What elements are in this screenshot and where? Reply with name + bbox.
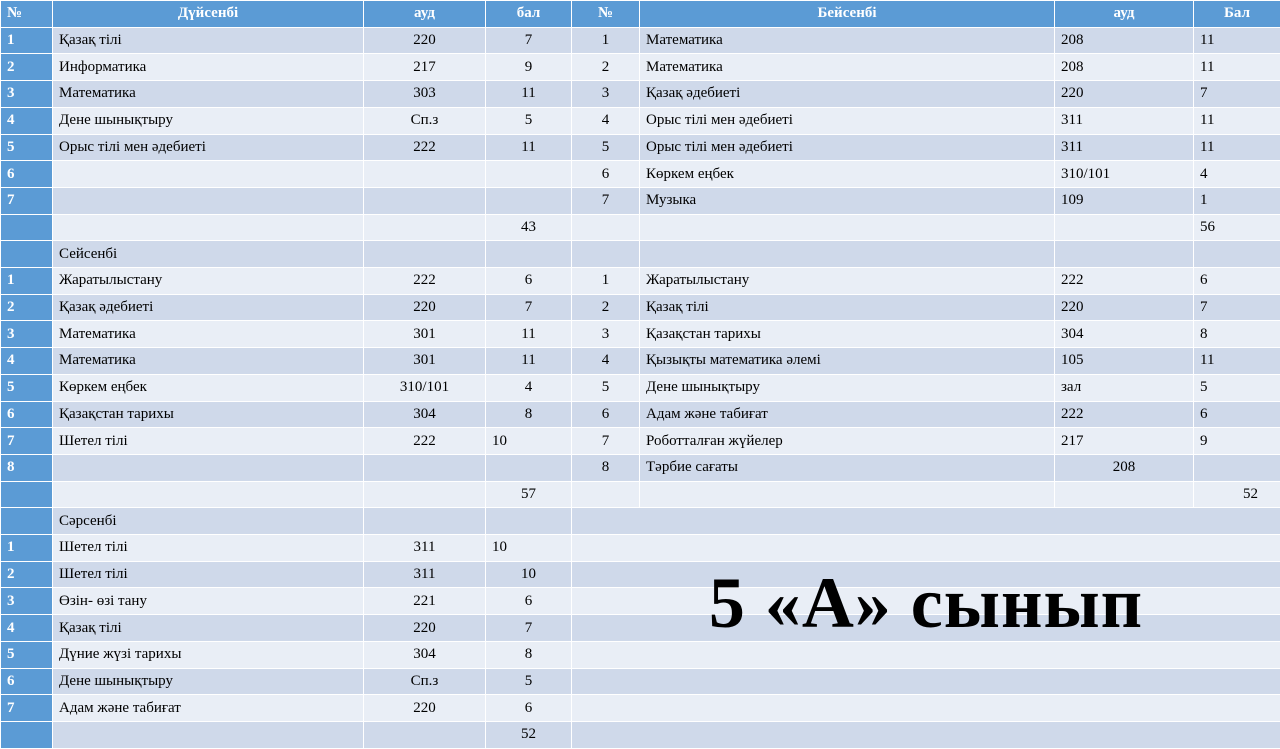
lesson-row — [1, 401, 1280, 428]
header-number-right: № — [572, 1, 640, 28]
lesson-room: 222 — [364, 268, 486, 295]
lesson-room: 310/101 — [364, 374, 486, 401]
room-blank — [364, 481, 486, 508]
lesson-number: 2 — [1, 54, 53, 81]
lesson-subject — [53, 187, 364, 214]
lesson-row — [1, 294, 1280, 321]
lesson-number: 8 — [1, 454, 53, 481]
points-blank — [486, 508, 572, 535]
lesson-subject: Математика — [640, 54, 1055, 81]
lesson-number: 3 — [572, 81, 640, 108]
lesson-subject: Дене шынықтыру — [53, 668, 364, 695]
lesson-subject: Орыс тілі мен әдебиеті — [53, 134, 364, 161]
lesson-number: 1 — [1, 27, 53, 54]
subject-blank — [53, 721, 364, 748]
lesson-room: 222 — [364, 428, 486, 455]
lesson-subject: Информатика — [53, 54, 364, 81]
section-row — [1, 241, 1280, 268]
empty-area — [572, 668, 1280, 695]
lesson-subject: Жаратылыстану — [640, 268, 1055, 295]
lesson-points: 11 — [1194, 134, 1280, 161]
lesson-subject: Шетел тілі — [53, 561, 364, 588]
subject-blank — [640, 481, 1055, 508]
lesson-room — [364, 187, 486, 214]
lesson-subject: Математика — [53, 321, 364, 348]
lesson-subject: Орыс тілі мен әдебиеті — [640, 134, 1055, 161]
lesson-points: 11 — [1194, 27, 1280, 54]
room-blank — [364, 508, 486, 535]
lesson-number: 4 — [572, 348, 640, 375]
lesson-room: 208 — [1055, 54, 1194, 81]
total-points: 43 — [486, 214, 572, 241]
lesson-room: 301 — [364, 321, 486, 348]
number-blank — [1, 481, 53, 508]
lesson-row — [1, 348, 1280, 375]
lesson-points: 4 — [486, 374, 572, 401]
number-blank — [572, 241, 640, 268]
lesson-room: Сп.з — [364, 668, 486, 695]
lesson-number: 2 — [572, 294, 640, 321]
lesson-number: 7 — [572, 187, 640, 214]
lesson-room: 220 — [364, 294, 486, 321]
subject-blank — [53, 481, 364, 508]
number-blank — [1, 241, 53, 268]
header-monday: Дүйсенбі — [53, 1, 364, 28]
lesson-row — [1, 668, 1280, 695]
lesson-room: 208 — [1055, 27, 1194, 54]
header-room-right: ауд — [1055, 1, 1194, 28]
lesson-points: 8 — [486, 401, 572, 428]
lesson-points: 6 — [1194, 401, 1280, 428]
lesson-room: 310/101 — [1055, 161, 1194, 188]
class-title: 5 «А» сынып — [572, 548, 1280, 658]
total-row — [1, 481, 1280, 508]
lesson-subject: Қазақ әдебиеті — [53, 294, 364, 321]
lesson-row — [1, 428, 1280, 455]
lesson-room: 220 — [364, 27, 486, 54]
points-blank — [486, 241, 572, 268]
total-points: 57 — [486, 481, 572, 508]
lesson-subject: Жаратылыстану — [53, 268, 364, 295]
lesson-number: 2 — [1, 294, 53, 321]
room-blank — [1055, 214, 1194, 241]
lesson-room: 222 — [364, 134, 486, 161]
lesson-points: 11 — [1194, 54, 1280, 81]
header-row — [1, 1, 1280, 28]
lesson-number: 4 — [1, 615, 53, 642]
lesson-subject: Тәрбие сағаты — [640, 454, 1055, 481]
empty-area — [572, 721, 1280, 748]
lesson-room: 304 — [364, 641, 486, 668]
lesson-room: 220 — [364, 695, 486, 722]
header-thursday: Бейсенбі — [640, 1, 1055, 28]
lesson-room: 220 — [1055, 294, 1194, 321]
total-points: 52 — [486, 721, 572, 748]
lesson-row — [1, 374, 1280, 401]
lesson-subject: Қызықты математика әлемі — [640, 348, 1055, 375]
number-blank — [572, 214, 640, 241]
lesson-points — [486, 454, 572, 481]
lesson-room: 222 — [1055, 268, 1194, 295]
lesson-row — [1, 54, 1280, 81]
header-points-right: Бал — [1194, 1, 1280, 28]
lesson-number: 7 — [1, 187, 53, 214]
lesson-number: 6 — [572, 401, 640, 428]
lesson-points — [486, 161, 572, 188]
lesson-subject: Өзін- өзі тану — [53, 588, 364, 615]
lesson-number: 2 — [1, 561, 53, 588]
lesson-room: 301 — [364, 348, 486, 375]
lesson-points: 10 — [486, 535, 572, 562]
subject-blank — [640, 241, 1055, 268]
lesson-number: 5 — [1, 641, 53, 668]
lesson-number: 1 — [572, 27, 640, 54]
number-blank — [1, 214, 53, 241]
lesson-room: 217 — [1055, 428, 1194, 455]
lesson-row — [1, 107, 1280, 134]
lesson-points: 8 — [486, 641, 572, 668]
lesson-points: 8 — [1194, 321, 1280, 348]
lesson-points: 11 — [486, 348, 572, 375]
empty-area — [572, 695, 1280, 722]
lesson-number: 4 — [1, 107, 53, 134]
lesson-subject: Қазақ тілі — [640, 294, 1055, 321]
subject-blank — [640, 214, 1055, 241]
lesson-room: 221 — [364, 588, 486, 615]
lesson-room: 311 — [364, 535, 486, 562]
lesson-points: 9 — [486, 54, 572, 81]
lesson-subject: Математика — [53, 81, 364, 108]
room-blank — [364, 214, 486, 241]
lesson-points: 11 — [486, 321, 572, 348]
lesson-subject: Қазақстан тарихы — [53, 401, 364, 428]
lesson-subject: Математика — [53, 348, 364, 375]
lesson-number: 3 — [572, 321, 640, 348]
lesson-room: 311 — [1055, 107, 1194, 134]
lesson-subject: Адам және табиғат — [640, 401, 1055, 428]
lesson-row — [1, 27, 1280, 54]
lesson-row — [1, 161, 1280, 188]
lesson-points: 6 — [1194, 268, 1280, 295]
lesson-points: 11 — [1194, 348, 1280, 375]
lesson-subject: Шетел тілі — [53, 428, 364, 455]
lesson-points: 7 — [486, 615, 572, 642]
lesson-subject: Қазақ тілі — [53, 27, 364, 54]
lesson-subject: Роботталған жүйелер — [640, 428, 1055, 455]
lesson-room: 304 — [364, 401, 486, 428]
lesson-subject: Математика — [640, 27, 1055, 54]
lesson-room: 109 — [1055, 187, 1194, 214]
lesson-number: 5 — [1, 134, 53, 161]
number-blank — [1, 508, 53, 535]
lesson-number: 5 — [572, 134, 640, 161]
lesson-number: 2 — [572, 54, 640, 81]
lesson-subject: Музыка — [640, 187, 1055, 214]
lesson-row — [1, 454, 1280, 481]
lesson-room: 217 — [364, 54, 486, 81]
lesson-row — [1, 695, 1280, 722]
lesson-number: 3 — [1, 81, 53, 108]
lesson-points: 11 — [1194, 107, 1280, 134]
lesson-number: 5 — [1, 374, 53, 401]
day-title: Сәрсенбі — [53, 508, 364, 535]
lesson-points: 7 — [1194, 81, 1280, 108]
lesson-subject: Дүние жүзі тарихы — [53, 641, 364, 668]
lesson-room: 304 — [1055, 321, 1194, 348]
room-blank — [1055, 481, 1194, 508]
lesson-room: 222 — [1055, 401, 1194, 428]
lesson-number: 4 — [572, 107, 640, 134]
total-points: 56 — [1194, 214, 1280, 241]
header-room-left: ауд — [364, 1, 486, 28]
lesson-number: 1 — [572, 268, 640, 295]
room-blank — [364, 241, 486, 268]
lesson-points: 10 — [486, 428, 572, 455]
lesson-points: 4 — [1194, 161, 1280, 188]
lesson-subject — [53, 161, 364, 188]
lesson-number: 8 — [572, 454, 640, 481]
lesson-points: 1 — [1194, 187, 1280, 214]
lesson-points: 11 — [486, 134, 572, 161]
lesson-room: 311 — [1055, 134, 1194, 161]
lesson-points: 6 — [486, 695, 572, 722]
lesson-points: 7 — [486, 294, 572, 321]
lesson-subject: Шетел тілі — [53, 535, 364, 562]
day-title: Сейсенбі — [53, 241, 364, 268]
lesson-points: 11 — [486, 81, 572, 108]
empty-area — [572, 508, 1280, 535]
lesson-number: 6 — [572, 161, 640, 188]
points-blank — [1194, 241, 1280, 268]
lesson-subject: Адам және табиғат — [53, 695, 364, 722]
lesson-row — [1, 321, 1280, 348]
room-blank — [364, 721, 486, 748]
lesson-subject: Дене шынықтыру — [53, 107, 364, 134]
lesson-number: 6 — [1, 401, 53, 428]
lesson-number: 6 — [1, 668, 53, 695]
lesson-points: 6 — [486, 588, 572, 615]
section-row — [1, 508, 1280, 535]
room-blank — [1055, 241, 1194, 268]
lesson-number: 4 — [1, 348, 53, 375]
lesson-room: 208 — [1055, 454, 1194, 481]
lesson-subject: Дене шынықтыру — [640, 374, 1055, 401]
lesson-row — [1, 268, 1280, 295]
lesson-room — [364, 454, 486, 481]
lesson-subject: Қазақ тілі — [53, 615, 364, 642]
lesson-number: 1 — [1, 535, 53, 562]
lesson-row — [1, 81, 1280, 108]
number-blank — [572, 481, 640, 508]
lesson-number: 3 — [1, 321, 53, 348]
lesson-row — [1, 187, 1280, 214]
header-points-left: бал — [486, 1, 572, 28]
lesson-points: 7 — [1194, 294, 1280, 321]
lesson-points: 10 — [486, 561, 572, 588]
lesson-points: 9 — [1194, 428, 1280, 455]
total-row — [1, 214, 1280, 241]
lesson-room: 220 — [364, 615, 486, 642]
total-row — [1, 721, 1280, 748]
lesson-subject — [53, 454, 364, 481]
header-number-left: № — [1, 1, 53, 28]
lesson-room: Сп.з — [364, 107, 486, 134]
lesson-number: 5 — [572, 374, 640, 401]
lesson-points: 5 — [486, 668, 572, 695]
lesson-points: 7 — [486, 27, 572, 54]
lesson-points — [1194, 454, 1280, 481]
lesson-number: 6 — [1, 161, 53, 188]
subject-blank — [53, 214, 364, 241]
lesson-room: зал — [1055, 374, 1194, 401]
lesson-room: 220 — [1055, 81, 1194, 108]
total-points: 52 — [1194, 481, 1280, 508]
lesson-points: 6 — [486, 268, 572, 295]
lesson-room: 105 — [1055, 348, 1194, 375]
lesson-subject: Қазақстан тарихы — [640, 321, 1055, 348]
lesson-room: 303 — [364, 81, 486, 108]
lesson-number: 3 — [1, 588, 53, 615]
lesson-row — [1, 134, 1280, 161]
lesson-subject: Көркем еңбек — [53, 374, 364, 401]
lesson-points: 5 — [1194, 374, 1280, 401]
lesson-room: 311 — [364, 561, 486, 588]
lesson-points — [486, 187, 572, 214]
lesson-number: 7 — [572, 428, 640, 455]
lesson-number: 1 — [1, 268, 53, 295]
lesson-number: 7 — [1, 695, 53, 722]
lesson-subject: Қазақ әдебиеті — [640, 81, 1055, 108]
lesson-subject: Орыс тілі мен әдебиеті — [640, 107, 1055, 134]
lesson-points: 5 — [486, 107, 572, 134]
lesson-subject: Көркем еңбек — [640, 161, 1055, 188]
lesson-number: 7 — [1, 428, 53, 455]
number-blank — [1, 721, 53, 748]
lesson-room — [364, 161, 486, 188]
